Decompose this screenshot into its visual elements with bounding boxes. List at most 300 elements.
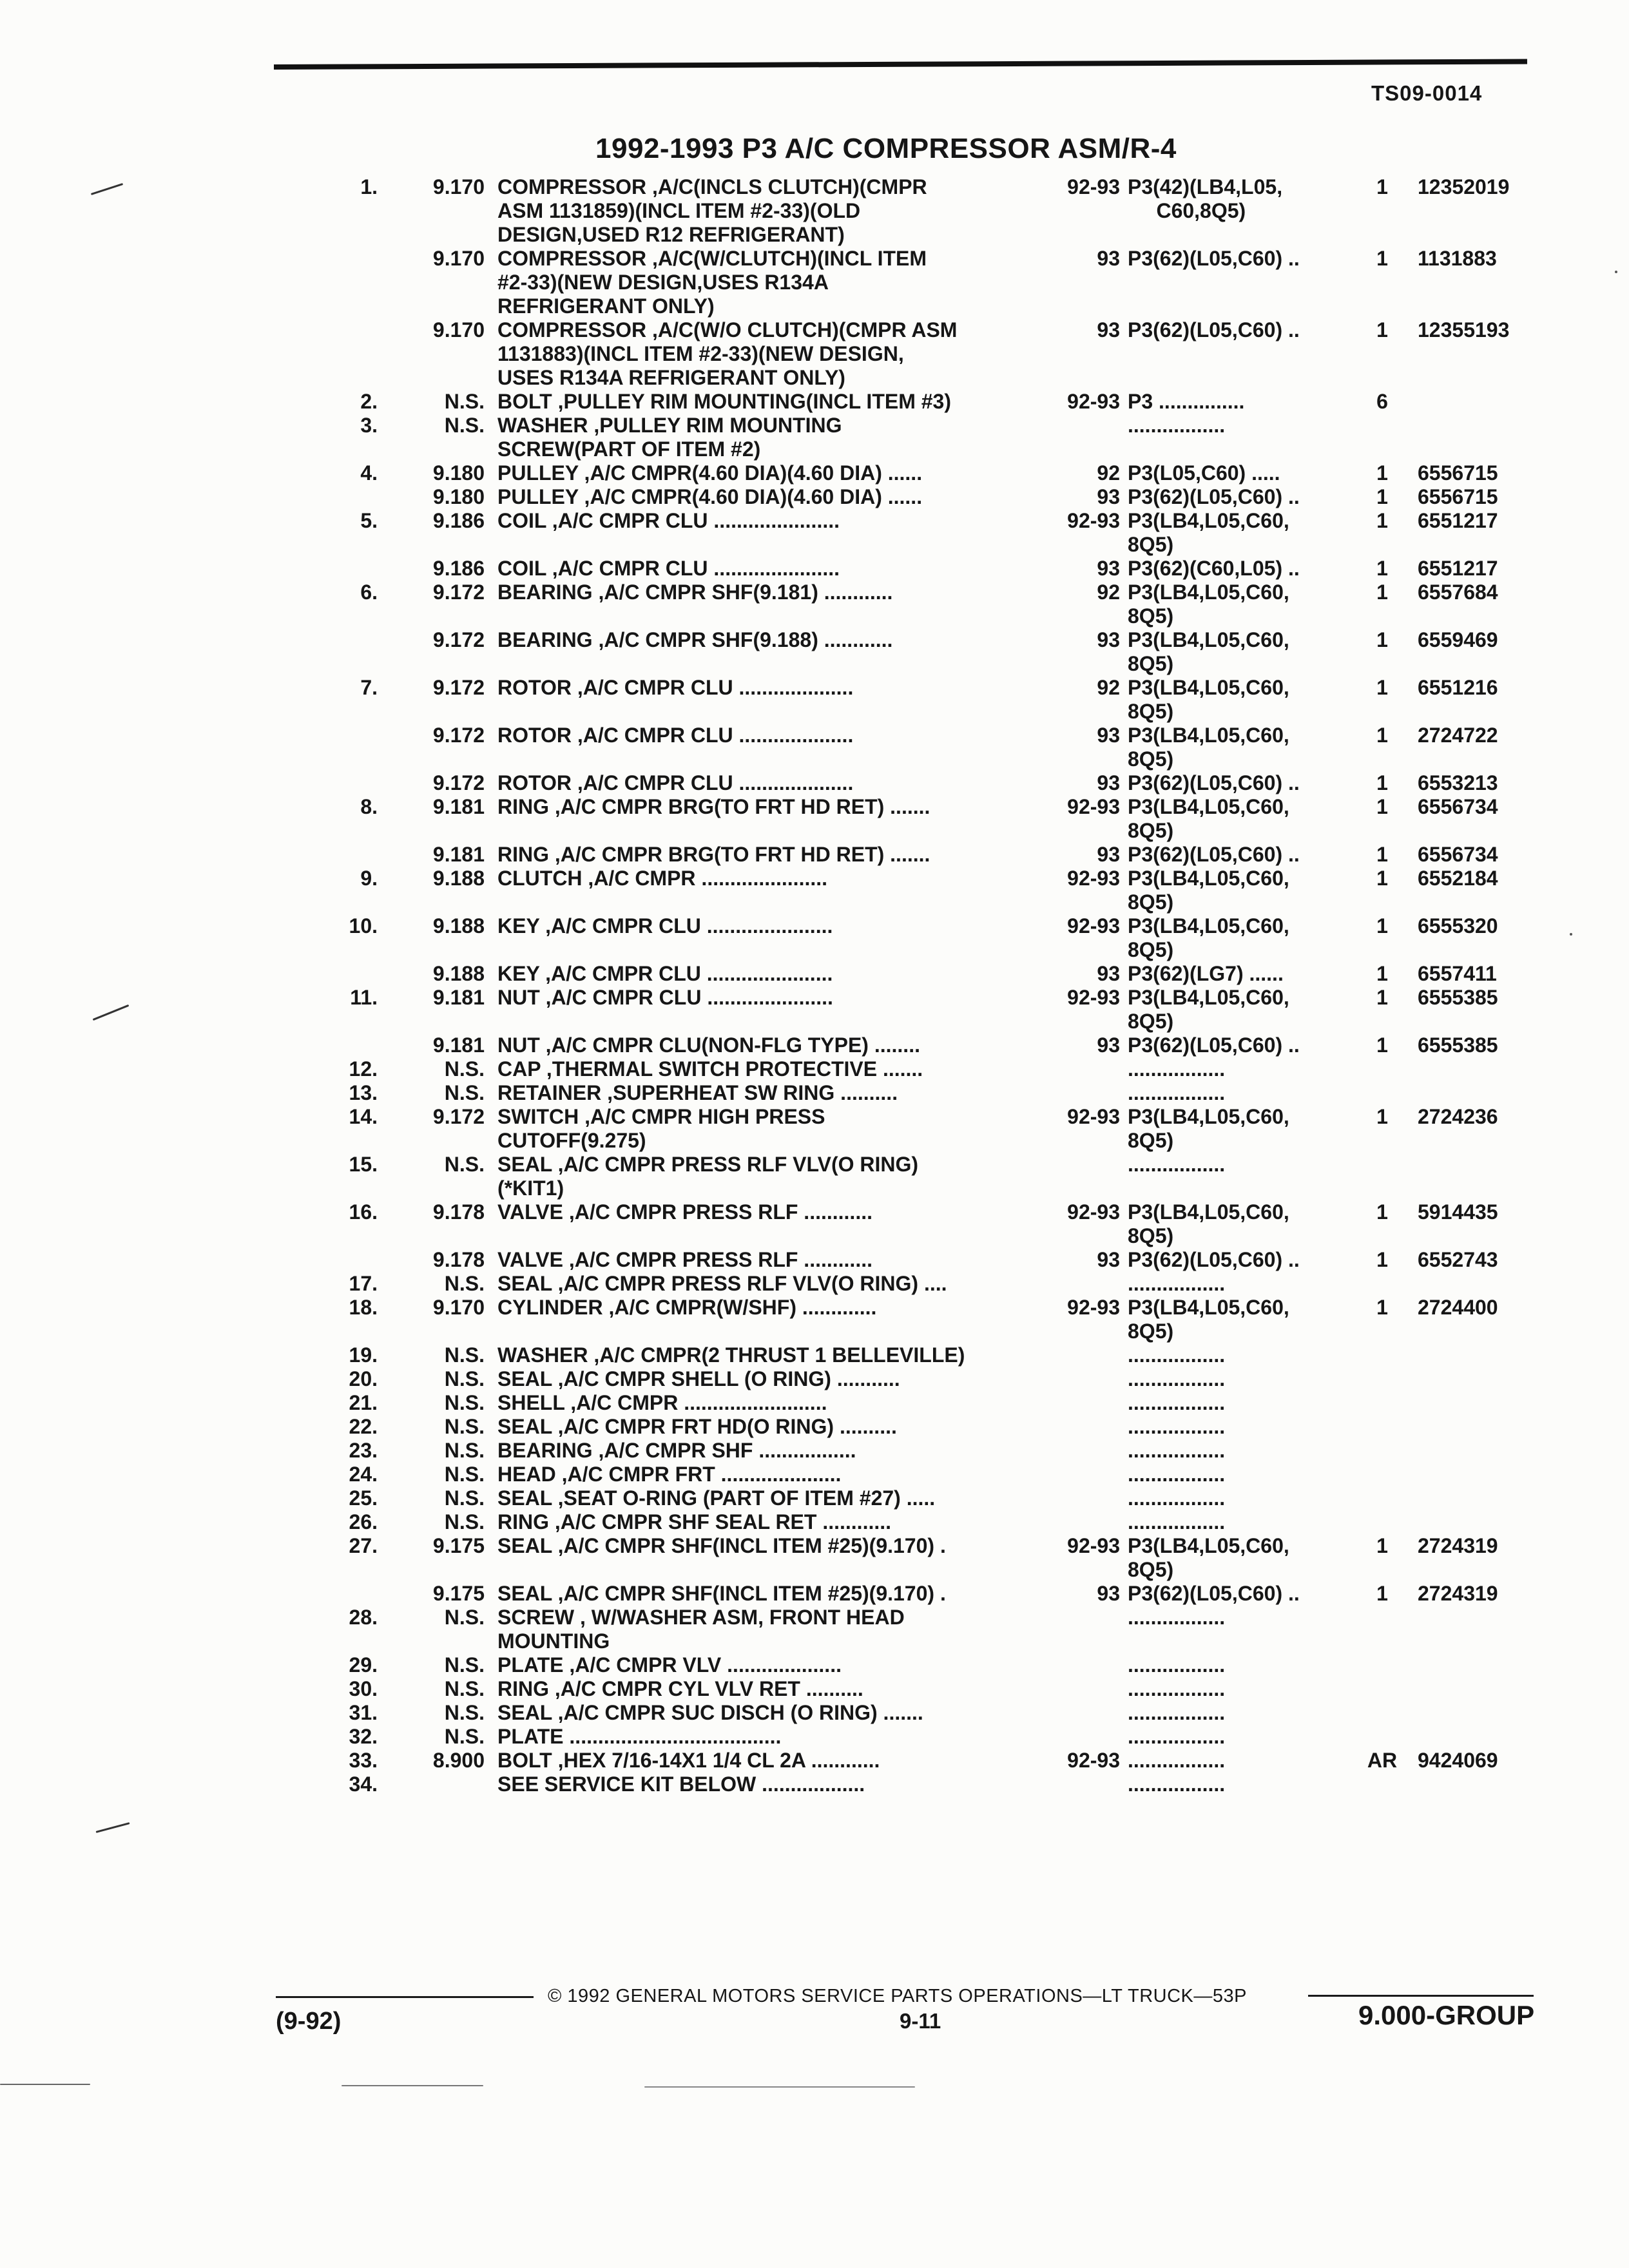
group-number: N.S. bbox=[444, 1272, 485, 1295]
group-number: 9.178 bbox=[432, 1200, 485, 1224]
model-year: 92-93 bbox=[1067, 1200, 1120, 1224]
usage-line: P3(LB4,L05,C60, bbox=[1128, 867, 1289, 890]
usage-line: P3(LB4,L05,C60, bbox=[1128, 509, 1289, 532]
description-line: SEAL ,A/C CMPR PRESS RLF VLV(O RING) .... bbox=[497, 1272, 947, 1295]
description-line: SEAL ,A/C CMPR PRESS RLF VLV(O RING) bbox=[497, 1153, 919, 1176]
model-usage bbox=[1128, 771, 1362, 795]
parts-row bbox=[0, 986, 1629, 1033]
part-number: 6556715 bbox=[1418, 485, 1498, 508]
description-line: (*KIT1) bbox=[497, 1177, 564, 1200]
description-line: ASM 1131859)(INCL ITEM #2-33)(OLD bbox=[497, 199, 861, 222]
group-number: N.S. bbox=[444, 1367, 485, 1390]
usage-line: P3(62)(L05,C60) .. bbox=[1128, 485, 1300, 508]
group-number: N.S. bbox=[444, 1510, 485, 1533]
group-number: N.S. bbox=[444, 1606, 485, 1629]
item-number: 25. bbox=[349, 1486, 378, 1510]
part-description bbox=[497, 1153, 1045, 1200]
part-description bbox=[497, 1701, 1045, 1725]
model-usage bbox=[1128, 986, 1362, 1033]
usage-line: 8Q5) bbox=[1128, 1558, 1174, 1581]
group-number: N.S. bbox=[444, 1153, 485, 1176]
item-number: 22. bbox=[349, 1415, 378, 1438]
parts-row bbox=[0, 1200, 1629, 1248]
usage-line: P3(L05,C60) ..... bbox=[1128, 461, 1280, 485]
quantity: 1 bbox=[1376, 485, 1388, 508]
model-usage bbox=[1128, 1725, 1362, 1749]
part-description bbox=[497, 247, 1045, 318]
usage-line: 8Q5) bbox=[1128, 700, 1174, 723]
parts-row bbox=[0, 1367, 1629, 1391]
parts-row bbox=[0, 724, 1629, 771]
group-number: 9.175 bbox=[432, 1534, 485, 1557]
part-number: 12352019 bbox=[1418, 175, 1510, 198]
part-number: 9424069 bbox=[1418, 1749, 1498, 1772]
item-number: 30. bbox=[349, 1677, 378, 1700]
description-line: CAP ,THERMAL SWITCH PROTECTIVE ....... bbox=[497, 1057, 923, 1081]
part-description bbox=[497, 843, 1045, 867]
item-number: 18. bbox=[349, 1296, 378, 1319]
description-line: SEAL ,A/C CMPR SHF(INCL ITEM #25)(9.170) . bbox=[497, 1534, 946, 1557]
model-year: 92 bbox=[1097, 461, 1120, 485]
group-number: 9.188 bbox=[432, 962, 485, 985]
usage-line: ................. bbox=[1128, 1343, 1226, 1367]
model-usage bbox=[1128, 1677, 1362, 1701]
group-number: 9.170 bbox=[432, 318, 485, 341]
quantity: 1 bbox=[1376, 1248, 1388, 1271]
part-number: 6551217 bbox=[1418, 509, 1498, 532]
description-line: CLUTCH ,A/C CMPR ...................... bbox=[497, 867, 828, 890]
part-description bbox=[497, 581, 1045, 604]
part-description bbox=[497, 1200, 1045, 1224]
model-year: 93 bbox=[1097, 485, 1120, 508]
group-number: 9.181 bbox=[432, 1033, 485, 1057]
description-line: ROTOR ,A/C CMPR CLU .................... bbox=[497, 676, 854, 699]
usage-line: ................. bbox=[1128, 1701, 1226, 1724]
part-description bbox=[497, 1773, 1045, 1796]
parts-row bbox=[0, 1415, 1629, 1439]
parts-row bbox=[0, 485, 1629, 509]
item-number: 23. bbox=[349, 1439, 378, 1462]
part-description bbox=[497, 628, 1045, 652]
part-number: 6559469 bbox=[1418, 628, 1498, 651]
part-number: 6551216 bbox=[1418, 676, 1498, 699]
item-number: 2. bbox=[360, 390, 378, 413]
model-year: 92-93 bbox=[1067, 986, 1120, 1009]
parts-row bbox=[0, 1582, 1629, 1606]
model-year: 93 bbox=[1097, 724, 1120, 747]
model-usage bbox=[1128, 1653, 1362, 1677]
parts-row bbox=[0, 1463, 1629, 1486]
part-number: 2724319 bbox=[1418, 1582, 1498, 1605]
group-number: 8.900 bbox=[432, 1749, 485, 1772]
description-line: SEAL ,A/C CMPR SHF(INCL ITEM #25)(9.170) . bbox=[497, 1582, 946, 1605]
usage-line: ................. bbox=[1128, 1391, 1226, 1414]
part-description bbox=[497, 1391, 1045, 1415]
model-year: 93 bbox=[1097, 1033, 1120, 1057]
description-line: PULLEY ,A/C CMPR(4.60 DIA)(4.60 DIA) ...... bbox=[497, 461, 923, 485]
document-id: TS09-0014 bbox=[1371, 81, 1483, 105]
part-description bbox=[497, 1296, 1045, 1320]
parts-row bbox=[0, 676, 1629, 724]
page-title: 1992-1993 P3 A/C COMPRESSOR ASM/R-4 bbox=[595, 133, 1177, 164]
usage-line: P3(62)(LG7) ...... bbox=[1128, 962, 1284, 985]
model-usage bbox=[1128, 676, 1362, 724]
usage-line: ................. bbox=[1128, 1653, 1226, 1677]
usage-line: P3(62)(L05,C60) .. bbox=[1128, 843, 1300, 866]
description-line: WASHER ,A/C CMPR(2 THRUST 1 BELLEVILLE) bbox=[497, 1343, 965, 1367]
parts-row bbox=[0, 843, 1629, 867]
usage-line: ................. bbox=[1128, 1081, 1226, 1104]
parts-row bbox=[0, 581, 1629, 628]
parts-row bbox=[0, 509, 1629, 557]
item-number: 24. bbox=[349, 1463, 378, 1486]
description-line: USES R134A REFRIGERANT ONLY) bbox=[497, 366, 845, 389]
model-usage bbox=[1128, 1439, 1362, 1463]
usage-line: C60,8Q5) bbox=[1128, 199, 1246, 222]
quantity: 6 bbox=[1376, 390, 1388, 413]
usage-line: P3 ............... bbox=[1128, 390, 1245, 413]
usage-line: ................. bbox=[1128, 1773, 1226, 1796]
part-description bbox=[497, 485, 1045, 509]
group-number: 9.172 bbox=[432, 1105, 485, 1128]
description-line: BEARING ,A/C CMPR SHF ................. bbox=[497, 1439, 856, 1462]
parts-row bbox=[0, 1153, 1629, 1200]
usage-line: ................. bbox=[1128, 1057, 1226, 1081]
model-usage bbox=[1128, 724, 1362, 771]
description-line: COIL ,A/C CMPR CLU ...................... bbox=[497, 557, 840, 580]
model-usage bbox=[1128, 1463, 1362, 1486]
group-number: 9.188 bbox=[432, 914, 485, 937]
parts-row bbox=[0, 414, 1629, 461]
model-year: 92-93 bbox=[1067, 1749, 1120, 1772]
item-number: 8. bbox=[360, 795, 378, 818]
description-line: KEY ,A/C CMPR CLU ...................... bbox=[497, 962, 833, 985]
model-year: 92-93 bbox=[1067, 509, 1120, 532]
model-usage bbox=[1128, 1773, 1362, 1796]
item-number: 13. bbox=[349, 1081, 378, 1104]
group-number: 9.178 bbox=[432, 1248, 485, 1271]
group-number: N.S. bbox=[444, 1463, 485, 1486]
group-number: 9.186 bbox=[432, 509, 485, 532]
description-line: MOUNTING bbox=[497, 1629, 610, 1653]
model-usage bbox=[1128, 461, 1362, 485]
quantity: 1 bbox=[1376, 628, 1388, 651]
usage-line: 8Q5) bbox=[1128, 1224, 1174, 1247]
part-description bbox=[497, 557, 1045, 581]
model-usage bbox=[1128, 1343, 1362, 1367]
quantity: 1 bbox=[1376, 795, 1388, 818]
group-number: N.S. bbox=[444, 1486, 485, 1510]
part-description bbox=[497, 1725, 1045, 1749]
description-line: PLATE ,A/C CMPR VLV .................... bbox=[497, 1653, 842, 1677]
part-description bbox=[497, 986, 1045, 1010]
description-line: SCREW , W/WASHER ASM, FRONT HEAD bbox=[497, 1606, 905, 1629]
parts-row bbox=[0, 1749, 1629, 1773]
description-line: SEAL ,A/C CMPR SUC DISCH (O RING) ....... bbox=[497, 1701, 923, 1724]
model-year: 93 bbox=[1097, 962, 1120, 985]
part-description bbox=[497, 1415, 1045, 1439]
parts-row bbox=[0, 1391, 1629, 1415]
part-description bbox=[497, 962, 1045, 986]
description-line: ROTOR ,A/C CMPR CLU .................... bbox=[497, 724, 854, 747]
parts-row bbox=[0, 795, 1629, 843]
model-usage bbox=[1128, 1272, 1362, 1296]
item-number: 3. bbox=[360, 414, 378, 437]
group-number: 9.172 bbox=[432, 724, 485, 747]
part-number: 6556715 bbox=[1418, 461, 1498, 485]
part-number: 6555320 bbox=[1418, 914, 1498, 937]
part-description bbox=[497, 1081, 1045, 1105]
description-line: VALVE ,A/C CMPR PRESS RLF ............ bbox=[497, 1200, 872, 1224]
model-year: 92-93 bbox=[1067, 867, 1120, 890]
part-description bbox=[497, 795, 1045, 819]
model-usage bbox=[1128, 1057, 1362, 1081]
part-number: 6557684 bbox=[1418, 581, 1498, 604]
part-description bbox=[497, 175, 1045, 247]
item-number: 32. bbox=[349, 1725, 378, 1748]
quantity: 1 bbox=[1376, 461, 1388, 485]
footer-page-number: 9-11 bbox=[900, 2009, 941, 2033]
model-usage bbox=[1128, 1105, 1362, 1153]
parts-row bbox=[0, 1701, 1629, 1725]
model-usage bbox=[1128, 1486, 1362, 1510]
part-description bbox=[497, 1272, 1045, 1296]
group-number: 9.181 bbox=[432, 986, 485, 1009]
model-usage bbox=[1128, 1510, 1362, 1534]
parts-list bbox=[0, 175, 1629, 1796]
usage-line: ................. bbox=[1128, 1153, 1226, 1176]
usage-line: P3(62)(L05,C60) .. bbox=[1128, 1033, 1300, 1057]
group-number: 9.172 bbox=[432, 581, 485, 604]
group-number: N.S. bbox=[444, 1701, 485, 1724]
part-number: 6551217 bbox=[1418, 557, 1498, 580]
group-number: N.S. bbox=[444, 1725, 485, 1748]
model-year: 93 bbox=[1097, 843, 1120, 866]
model-usage bbox=[1128, 414, 1362, 437]
group-number: N.S. bbox=[444, 1415, 485, 1438]
description-line: SHELL ,A/C CMPR ......................... bbox=[497, 1391, 827, 1414]
part-description bbox=[497, 1367, 1045, 1391]
parts-row bbox=[0, 1033, 1629, 1057]
usage-line: 8Q5) bbox=[1128, 1129, 1174, 1152]
scan-mark bbox=[342, 2085, 483, 2086]
part-description bbox=[497, 318, 1045, 390]
description-line: COMPRESSOR ,A/C(INCLS CLUTCH)(CMPR bbox=[497, 175, 927, 198]
part-description bbox=[497, 1749, 1045, 1773]
parts-row bbox=[0, 1510, 1629, 1534]
item-number: 15. bbox=[349, 1153, 378, 1176]
description-line: RING ,A/C CMPR BRG(TO FRT HD RET) ....... bbox=[497, 843, 930, 866]
part-number: 6552743 bbox=[1418, 1248, 1498, 1271]
part-description bbox=[497, 1248, 1045, 1272]
usage-line: 8Q5) bbox=[1128, 652, 1174, 675]
parts-row bbox=[0, 1677, 1629, 1701]
description-line: SEE SERVICE KIT BELOW .................. bbox=[497, 1773, 865, 1796]
part-number: 6553213 bbox=[1418, 771, 1498, 794]
part-description bbox=[497, 1439, 1045, 1463]
parts-row bbox=[0, 914, 1629, 962]
scan-mark bbox=[644, 2086, 915, 2088]
usage-line: ................. bbox=[1128, 414, 1226, 437]
quantity: 1 bbox=[1376, 986, 1388, 1009]
usage-line: P3(62)(C60,L05) .. bbox=[1128, 557, 1300, 580]
description-line: PULLEY ,A/C CMPR(4.60 DIA)(4.60 DIA) ...... bbox=[497, 485, 923, 508]
description-line: KEY ,A/C CMPR CLU ...................... bbox=[497, 914, 833, 937]
parts-row bbox=[0, 1653, 1629, 1677]
usage-line: P3(LB4,L05,C60, bbox=[1128, 1105, 1289, 1128]
part-description bbox=[497, 461, 1045, 485]
item-number: 31. bbox=[349, 1701, 378, 1724]
usage-line: P3(LB4,L05,C60, bbox=[1128, 1534, 1289, 1557]
footer-copyright: © 1992 GENERAL MOTORS SERVICE PARTS OPERATIONS—LT TRUCK—53P bbox=[548, 1986, 1247, 2006]
description-line: BEARING ,A/C CMPR SHF(9.188) ............ bbox=[497, 628, 893, 651]
item-number: 7. bbox=[360, 676, 378, 699]
usage-line: P3(62)(L05,C60) .. bbox=[1128, 318, 1300, 341]
usage-line: 8Q5) bbox=[1128, 938, 1174, 961]
usage-line: P3(LB4,L05,C60, bbox=[1128, 581, 1289, 604]
item-number: 5. bbox=[360, 509, 378, 532]
item-number: 27. bbox=[349, 1534, 378, 1557]
description-line: DESIGN,USED R12 REFRIGERANT) bbox=[497, 223, 845, 246]
model-usage bbox=[1128, 962, 1362, 986]
usage-line: P3(42)(LB4,L05, bbox=[1128, 175, 1283, 198]
quantity: 1 bbox=[1376, 581, 1388, 604]
group-number: 9.188 bbox=[432, 867, 485, 890]
model-usage bbox=[1128, 318, 1362, 342]
scan-mark bbox=[96, 1822, 130, 1833]
quantity: 1 bbox=[1376, 1105, 1388, 1128]
description-line: RING ,A/C CMPR SHF SEAL RET ............ bbox=[497, 1510, 892, 1533]
description-line: COMPRESSOR ,A/C(W/CLUTCH)(INCL ITEM bbox=[497, 247, 927, 270]
usage-line: ................. bbox=[1128, 1725, 1226, 1748]
parts-row bbox=[0, 390, 1629, 414]
usage-line: 8Q5) bbox=[1128, 604, 1174, 628]
model-usage bbox=[1128, 628, 1362, 676]
model-year: 92 bbox=[1097, 676, 1120, 699]
quantity: 1 bbox=[1376, 771, 1388, 794]
parts-row bbox=[0, 1606, 1629, 1653]
item-number: 6. bbox=[360, 581, 378, 604]
part-number: 2724400 bbox=[1418, 1296, 1498, 1319]
parts-row bbox=[0, 628, 1629, 676]
parts-row bbox=[0, 318, 1629, 390]
model-year: 93 bbox=[1097, 1248, 1120, 1271]
usage-line: ................. bbox=[1128, 1606, 1226, 1629]
group-number: 9.170 bbox=[432, 247, 485, 270]
usage-line: 8Q5) bbox=[1128, 533, 1174, 556]
model-usage bbox=[1128, 1582, 1362, 1606]
description-line: PLATE ..................................... bbox=[497, 1725, 782, 1748]
quantity: 1 bbox=[1376, 914, 1388, 937]
part-description bbox=[497, 1677, 1045, 1701]
part-description bbox=[497, 1033, 1045, 1057]
scan-mark bbox=[0, 2084, 90, 2085]
usage-line: P3(62)(L05,C60) .. bbox=[1128, 1582, 1300, 1605]
model-usage bbox=[1128, 1367, 1362, 1391]
quantity: 1 bbox=[1376, 1582, 1388, 1605]
model-usage bbox=[1128, 509, 1362, 557]
model-year: 93 bbox=[1097, 318, 1120, 341]
usage-line: P3(62)(L05,C60) .. bbox=[1128, 1248, 1300, 1271]
part-description bbox=[497, 390, 1045, 414]
usage-line: P3(LB4,L05,C60, bbox=[1128, 986, 1289, 1009]
item-number: 20. bbox=[349, 1367, 378, 1390]
usage-line: P3(LB4,L05,C60, bbox=[1128, 914, 1289, 937]
parts-row bbox=[0, 1272, 1629, 1296]
footer-rule-left bbox=[276, 1996, 534, 1998]
part-number: 6555385 bbox=[1418, 1033, 1498, 1057]
model-usage bbox=[1128, 1033, 1362, 1057]
parts-row bbox=[0, 1105, 1629, 1153]
model-usage bbox=[1128, 1200, 1362, 1248]
group-number: 9.181 bbox=[432, 843, 485, 866]
description-line: RETAINER ,SUPERHEAT SW RING .......... bbox=[497, 1081, 898, 1104]
model-usage bbox=[1128, 1081, 1362, 1105]
top-rule bbox=[274, 59, 1527, 70]
quantity: 1 bbox=[1376, 318, 1388, 341]
item-number: 12. bbox=[349, 1057, 378, 1081]
usage-line: P3(LB4,L05,C60, bbox=[1128, 628, 1289, 651]
part-number: 6556734 bbox=[1418, 843, 1498, 866]
parts-row bbox=[0, 1296, 1629, 1343]
item-number: 33. bbox=[349, 1749, 378, 1772]
usage-line: 8Q5) bbox=[1128, 890, 1174, 914]
parts-row bbox=[0, 1057, 1629, 1081]
description-line: SEAL ,A/C CMPR FRT HD(O RING) .......... bbox=[497, 1415, 897, 1438]
parts-row bbox=[0, 1081, 1629, 1105]
usage-line: P3(LB4,L05,C60, bbox=[1128, 724, 1289, 747]
part-number: 2724236 bbox=[1418, 1105, 1498, 1128]
part-description bbox=[497, 1057, 1045, 1081]
usage-line: P3(LB4,L05,C60, bbox=[1128, 1200, 1289, 1224]
group-number: N.S. bbox=[444, 1439, 485, 1462]
footer-date-code: (9-92) bbox=[276, 2008, 342, 2035]
part-description bbox=[497, 1534, 1045, 1558]
quantity: 1 bbox=[1376, 175, 1388, 198]
group-number: N.S. bbox=[444, 1343, 485, 1367]
description-line: SWITCH ,A/C CMPR HIGH PRESS bbox=[497, 1105, 825, 1128]
quantity: 1 bbox=[1376, 724, 1388, 747]
group-number: N.S. bbox=[444, 1677, 485, 1700]
usage-line: 8Q5) bbox=[1128, 1010, 1174, 1033]
item-number: 26. bbox=[349, 1510, 378, 1533]
description-line: NUT ,A/C CMPR CLU ...................... bbox=[497, 986, 833, 1009]
group-number: 9.180 bbox=[432, 485, 485, 508]
part-number: 6557411 bbox=[1418, 962, 1497, 985]
description-line: #2-33)(NEW DESIGN,USES R134A bbox=[497, 271, 829, 294]
part-description bbox=[497, 676, 1045, 700]
parts-row bbox=[0, 557, 1629, 581]
model-usage bbox=[1128, 1701, 1362, 1725]
footer-group: 9.000-GROUP bbox=[1358, 2000, 1535, 2030]
description-line: WASHER ,PULLEY RIM MOUNTING bbox=[497, 414, 842, 437]
item-number: 28. bbox=[349, 1606, 378, 1629]
item-number: 11. bbox=[350, 986, 378, 1009]
usage-line: P3(LB4,L05,C60, bbox=[1128, 676, 1289, 699]
group-number: 9.172 bbox=[432, 676, 485, 699]
parts-row bbox=[0, 962, 1629, 986]
model-year: 92-93 bbox=[1067, 175, 1120, 198]
parts-row bbox=[0, 1534, 1629, 1582]
part-number: 12355193 bbox=[1418, 318, 1510, 341]
group-number: 9.186 bbox=[432, 557, 485, 580]
usage-line: ................. bbox=[1128, 1367, 1226, 1390]
parts-row bbox=[0, 1439, 1629, 1463]
description-line: RING ,A/C CMPR CYL VLV RET .......... bbox=[497, 1677, 863, 1700]
part-description bbox=[497, 1606, 1045, 1653]
description-line: SEAL ,A/C CMPR SHELL (O RING) ........... bbox=[497, 1367, 900, 1390]
parts-row bbox=[0, 867, 1629, 914]
